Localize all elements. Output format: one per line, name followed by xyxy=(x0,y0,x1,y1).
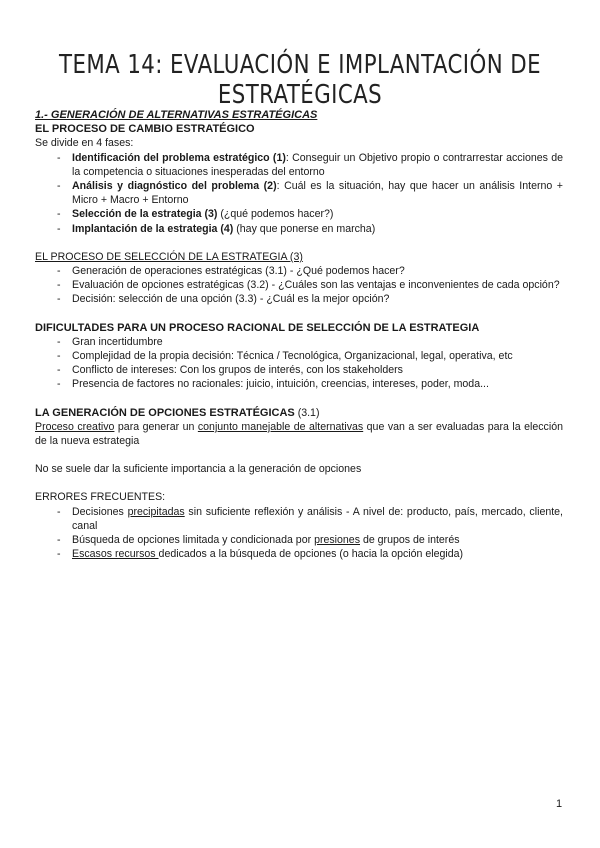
phase-title: Análisis y diagnóstico del problema (2) xyxy=(72,180,277,193)
underlined-term: conjunto manejable de alternativas xyxy=(197,420,364,433)
phase-title: Selección de la estrategia (3) xyxy=(72,208,218,221)
text-run: que van a ser evaluadas para la elección de la nueva estrategia xyxy=(35,420,563,448)
phases-list xyxy=(35,151,563,236)
page-number: 1 xyxy=(556,798,563,810)
phase-desc: : Cuál es la situación, hay que hacer un análisis Interno + Micro + Macro + Entorno xyxy=(72,180,563,207)
selection-list xyxy=(35,264,563,307)
underlined-term: precipitadas xyxy=(127,505,185,518)
section-heading: 1.- GENERACIÓN DE ALTERNATIVAS ESTRATÉGICAS xyxy=(35,109,318,121)
text-run: Búsqueda de opciones limitada y condicionada por xyxy=(72,534,315,547)
text-run: sin suficiente reflexión y análisis - A nivel de: producto, país, mercado, cliente, canal xyxy=(72,505,564,532)
list-item: - Complejidad de la propia decisión: Técnica / Tecnológica, Organizacional, legal, operativa, etc xyxy=(72,349,563,363)
list-item xyxy=(72,222,563,236)
list-item: - Presencia de factores no racionales: juicio, intuición, creencias, intereses, poder, moda... xyxy=(72,377,563,391)
phase-title: Identificación del problema estratégico (1) xyxy=(72,151,286,164)
phase-desc: (¿qué podemos hacer?) xyxy=(217,208,334,221)
list-item: - Conflicto de intereses: Con los grupos de interés, con los stakeholders xyxy=(72,363,563,377)
list-item xyxy=(72,179,563,207)
document-body xyxy=(35,108,563,561)
underlined-term: presiones xyxy=(314,534,360,547)
list-item: - Decisión: selección de una opción (3.3) - ¿Cuál es la mejor opción? xyxy=(72,292,563,306)
underlined-term: Escasos recursos xyxy=(72,548,159,561)
text-run: para generar un xyxy=(114,420,198,433)
list-item xyxy=(72,207,563,221)
importance-note: No se suele dar la suficiente importancia a la generación de opciones xyxy=(35,463,362,476)
phase-title: Implantación de la estrategia (4) xyxy=(72,222,234,235)
list-item: - Gran incertidumbre xyxy=(72,335,563,349)
intro-text: Se divide en 4 fases: xyxy=(35,137,134,150)
generation-heading-ref: (3.1) xyxy=(294,406,320,419)
list-item xyxy=(72,547,563,561)
list-item xyxy=(72,533,563,547)
difficulties-list xyxy=(35,335,563,392)
text-run: de grupos de interés xyxy=(360,534,460,547)
difficulties-heading: DIFICULTADES PARA UN PROCESO RACIONAL DE SELECCIÓN DE LA ESTRATEGIA xyxy=(35,321,480,334)
generation-heading-text: LA GENERACIÓN DE OPCIONES ESTRATÉGICAS xyxy=(35,406,295,419)
text-run: dedicados a la búsqueda de opciones (o hacia la opción elegida) xyxy=(158,548,464,561)
phase-desc: (hay que ponerse en marcha) xyxy=(233,222,376,235)
errors-heading: ERRORES FRECUENTES: xyxy=(35,491,166,504)
underlined-term: Proceso creativo xyxy=(35,420,115,433)
phase-desc: : Conseguir un Objetivo propio o contrarrestar acciones de la competencia o situaciones inesperadas del entorno xyxy=(72,151,563,178)
generation-heading xyxy=(35,406,563,420)
errors-list xyxy=(35,505,563,562)
generation-paragraph xyxy=(35,420,563,448)
subsection-heading: EL PROCESO DE CAMBIO ESTRATÉGICO xyxy=(35,123,255,136)
list-item xyxy=(72,505,563,533)
text-run: Decisiones xyxy=(72,505,128,518)
page-title: TEMA 14: EVALUACIÓN E IMPLANTACIÓN DE ESTRATÉGICAS xyxy=(59,50,541,110)
selection-heading: EL PROCESO DE SELECCIÓN DE LA ESTRATEGIA (3) xyxy=(35,250,303,263)
list-item: - Evaluación de opciones estratégicas (3.2) - ¿Cuáles son las ventajas e inconvenientes de cada opción? xyxy=(72,278,563,292)
list-item xyxy=(72,151,563,179)
list-item: - Generación de operaciones estratégicas (3.1) - ¿Qué podemos hacer? xyxy=(72,264,563,278)
